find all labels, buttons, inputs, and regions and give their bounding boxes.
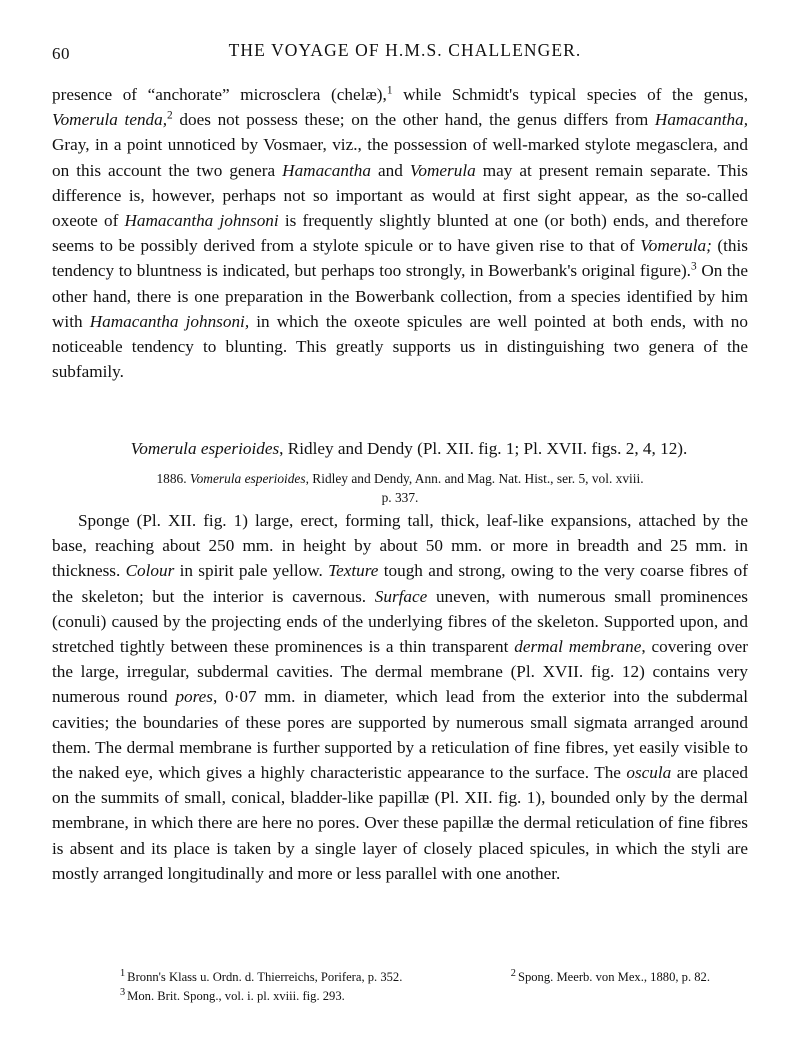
term-dermal-membrane: dermal membrane — [514, 637, 642, 657]
term-surface: Surface — [374, 586, 428, 606]
page-number: 60 — [52, 44, 70, 63]
text-run: uneven, with numerous small prominences (conuli) caused by the projecting ends of the underlying fibres of the skeleton. Supported upon, and stretched tightly between these prominences is a thin transparent — [52, 586, 748, 657]
main-text-column — [52, 82, 748, 886]
footnote-1-text: Bronn's Klass u. Ordn. d. Thierreichs, Porifera, p. 352. — [127, 970, 403, 985]
footnote-2 — [511, 968, 710, 987]
footnote-3-number: 3 — [120, 986, 126, 998]
term-oscula: oscula — [626, 762, 672, 782]
species-name-italic: Vomerula tenda, — [52, 110, 168, 130]
genus-name-italic: Hamacantha — [282, 160, 371, 180]
text-run: Gray, in a point unnoticed by Vosmaer, viz., the possession of well-marked stylote megasclera, and on this account the two genera — [52, 135, 748, 180]
citation-reference: , Ridley and Dendy, Ann. and Mag. Nat. Hist., ser. 5, vol. xviii. — [305, 471, 644, 487]
footnote-3 — [52, 987, 345, 1006]
text-run: On the other hand, there is one preparation in the Bowerbank collection, from a species identified by him with — [52, 261, 748, 331]
footnote-row-1 — [52, 968, 748, 987]
text-run: (this tendency to bluntness is indicated, but perhaps too strongly, in Bowerbank's original figure). — [52, 236, 748, 281]
species-heading-name: Vomerula esperioides — [130, 439, 280, 459]
species-name-italic: Hamacantha johnsoni, — [89, 311, 250, 331]
citation-year: 1886. — [156, 471, 190, 487]
running-title: THE VOYAGE OF H.M.S. CHALLENGER. — [228, 40, 582, 60]
text-run: , covering over the large, irregular, subdermal cavities. The dermal membrane (Pl. XVII. fig. 12) contains very numerous round — [52, 637, 749, 707]
text-run: does not possess these; on the other hand, the genus differs from — [172, 110, 655, 130]
text-run: tough and strong, owing to the very coarse fibres of the skeleton; but the interior is cavernous. — [52, 561, 748, 606]
genus-name-italic: Vomerula — [409, 160, 476, 180]
genus-name-italic: Hamacantha, — [654, 110, 748, 130]
text-run: in which the oxeote spicules are well pointed at both ends, with no noticeable tendency to blunting. This greatly supports us in distinguishing two genera of the subfamily. — [52, 311, 748, 382]
text-run: and — [370, 160, 410, 180]
footnote-row-2 — [52, 987, 748, 1006]
page-header — [52, 40, 748, 70]
species-heading-rest: , Ridley and Dendy (Pl. XII. fig. 1; Pl. XVII. figs. 2, 4, 12). — [279, 439, 688, 459]
species-name-italic: Hamacantha johnsoni — [124, 210, 279, 230]
term-texture: Texture — [328, 561, 379, 581]
footnote-2-text: Spong. Meerb. von Mex., 1880, p. 82. — [517, 970, 710, 985]
citation-line — [52, 469, 748, 488]
text-run: may at present remain separate. This difference is, however, perhaps not so important as would at first sight appear, as the so-called oxeote of — [52, 160, 748, 230]
footnote-3-text: Mon. Brit. Spong., vol. i. pl. xviii. fig. 293. — [127, 989, 345, 1004]
genus-name-italic: Vomerula; — [640, 236, 712, 256]
text-run: presence of “anchorate” microsclera (chelæ), — [52, 85, 387, 104]
text-run: is frequently slightly blunted at one (or both) ends, and therefore seems to be possibly derived from a stylote spicule or to have given rise to that of — [52, 210, 748, 256]
footnote-area — [52, 968, 748, 1006]
footnote-marker-3: 3 — [690, 260, 697, 273]
term-colour: Colour — [125, 561, 175, 581]
text-run: are placed on the summits of small, conical, bladder-like papillæ (Pl. XII. fig. 1), bounded only by the dermal membrane, in which there are here no pores. Over these papillæ the dermal reticulation of fine fibres is absent and its place is taken by a single layer of closely placed spicules, in which the styli are mostly arranged longitudinally and more or less parallel with one another. — [52, 762, 748, 883]
text-run: , 0·07 mm. in diameter, which lead from the exterior into the subdermal cavities; the boundaries of these pores are supported by numerous small sigmata arranged around them. The dermal membrane is further supported by a reticulation of fine fibres, yet easily visible to the naked eye, which gives a highly characteristic appearance to the surface. The — [52, 687, 749, 782]
footnote-1 — [52, 968, 402, 987]
text-run: Sponge (Pl. XII. fig. 1) large, erect, forming tall, thick, leaf-like expansions, attached by the base, reaching about 250 mm. in height by about 50 mm. or more in breadth and 25 mm. in thickness. — [52, 511, 748, 581]
text-run: in spirit pale yellow. — [174, 561, 329, 581]
footnote-2-number: 2 — [510, 968, 516, 980]
footnote-1-number: 1 — [120, 968, 126, 980]
footnote-marker-2: 2 — [167, 109, 173, 122]
footnote-marker-1: 1 — [386, 84, 393, 97]
citation-page: p. 337. — [381, 490, 419, 506]
citation-species: Vomerula esperioides — [189, 471, 306, 487]
paragraph-continuation — [52, 82, 748, 384]
text-run: while Schmidt's typical species of the genus, — [392, 85, 748, 104]
species-heading — [52, 436, 748, 461]
description-paragraph — [52, 508, 748, 886]
term-pores: pores — [175, 687, 213, 707]
